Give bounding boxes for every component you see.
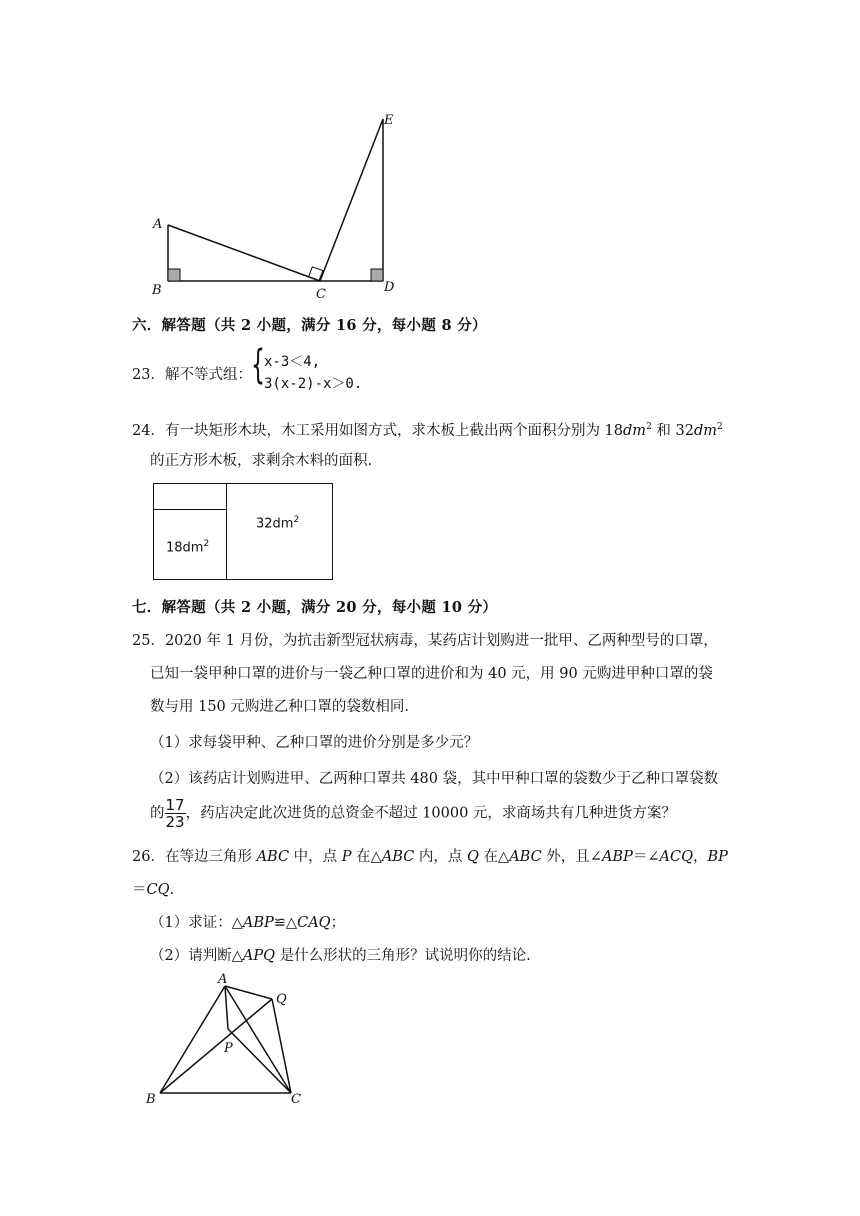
q25-sub-2: （2）该药店计划购进甲、乙两种口罩共 480 袋，其中甲种口罩的袋数少于乙种口罩袋数 — [150, 771, 719, 787]
figure-abcde — [140, 105, 410, 305]
segment-ce — [320, 119, 383, 281]
right-angle-mark-b — [168, 269, 180, 281]
point-label-q: Q — [276, 992, 287, 1007]
fraction-17-23: $\frac{17}{23}$ — [165, 796, 185, 831]
label-large-square: $32dm^2$ — [256, 515, 300, 532]
divider-vertical — [226, 484, 227, 579]
q23-inequality-2: 3(x-2)-x＞0. — [264, 376, 363, 392]
q26-sub-2: （2）请判断△APQ 是什么形状的三角形？试说明你的结论. — [150, 948, 531, 964]
q24-line-2: 的正方形木板，求剩余木料的面积. — [150, 453, 373, 469]
q26-line-2: ＝CQ. — [132, 882, 175, 898]
q25-line-2: 已知一袋甲种口罩的进价与一袋乙种口罩的进价和为 40 元，用 90 元购进甲种口罩的袋 — [150, 666, 713, 682]
point-label-c: C — [316, 287, 326, 302]
segment-pc — [228, 1029, 291, 1093]
point-label-a: A — [153, 217, 163, 232]
system-brace: { — [251, 342, 265, 388]
divider-horizontal — [154, 509, 226, 510]
label-small-square: $18dm^2$ — [166, 539, 210, 556]
q26-sub-1: （1）求证：△ABP≌△CAQ； — [150, 915, 346, 931]
point-label-p: P — [224, 1041, 233, 1056]
q25-line-3: 数与用 150 元购进乙种口罩的袋数相同. — [150, 699, 410, 715]
segment-ap — [225, 986, 228, 1029]
segment-ab — [160, 986, 225, 1093]
point-label-e: E — [384, 113, 394, 128]
q23-prefix: 23．解不等式组： — [132, 367, 252, 383]
section-6-heading: 六．解答题（共 2 小题，满分 16 分，每小题 8 分） — [132, 317, 487, 334]
q26-line-1: 26．在等边三角形 ABC 中，点 P 在△ABC 内，点 Q 在△ABC 外，且∠ABP＝∠ACQ，BP — [132, 849, 728, 865]
point-label-d: D — [384, 280, 395, 295]
segment-bq — [160, 999, 272, 1093]
segment-ac — [168, 225, 320, 281]
q25-sub-2-cont: 的 $\frac{17}{23}$ ，药店决定此次进货的总资金不超过 10000 元，求商场共有几种进货方案？ — [150, 796, 676, 831]
section-7-heading: 七．解答题（共 2 小题，满分 20 分，每小题 10 分） — [132, 599, 498, 616]
q25-sub-1: （1）求每袋甲种、乙种口罩的进价分别是多少元？ — [150, 735, 479, 751]
figure-abc-pq — [140, 970, 320, 1110]
q23-inequality-1: x-3＜4, — [264, 354, 321, 370]
point-label-c: C — [291, 1092, 301, 1107]
right-angle-mark-d — [371, 269, 383, 281]
point-label-a: A — [218, 972, 228, 987]
point-label-b: B — [146, 1092, 156, 1107]
wood-board-figure — [153, 483, 333, 580]
q25-line-1: 25．2020 年 1 月份，为抗击新型冠状病毒，某药店计划购进一批甲、乙两种型号的口罩， — [132, 633, 718, 649]
q24-line-1: 24．有一块矩形木块，木工采用如图方式，求木板上截出两个面积分别为 $18dm^2$ 和 $32dm^2$ — [132, 422, 723, 439]
point-label-b: B — [152, 283, 162, 298]
